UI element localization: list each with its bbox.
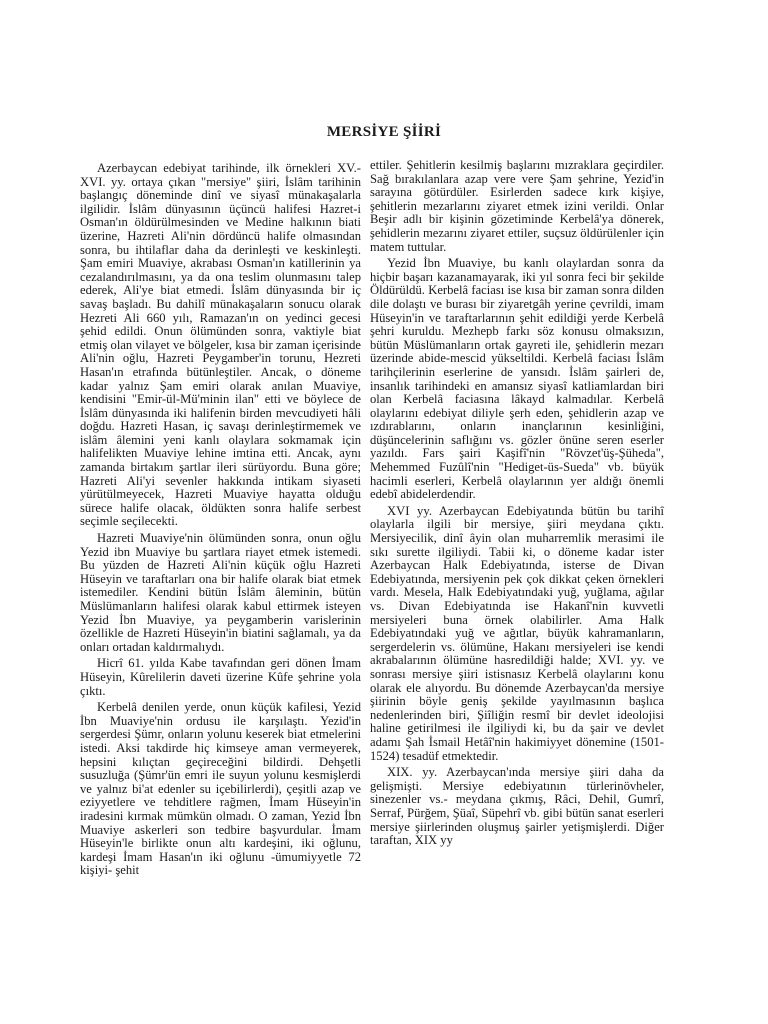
page-title: MERSİYE ŞİİRİ bbox=[326, 124, 442, 140]
paragraph: Hazreti Muaviye'nin ölümünden sonra, onun oğlu Yezid ibn Muaviye bu şartlara riayet etmek istemedi. Bu yüzden de Hazreti Ali'nin küçük oğlu Hazreti Hüseyin ve taraftarları ona bir halife olarak biat etmek istemediler. Kendini bütün İslâm âleminin, bütün Müslümanların halifesi olarak kabul ettirmek isteyen Yezid İbn Muaviye, ya peygamberin varislerinin özellikle de Hazreti Hüseyin'in biatini sağlamalı, ya da onları ortadan kaldırmalıydı. bbox=[80, 531, 361, 654]
paragraph: XIX. yy. Azerbaycan'ında mersiye şiiri daha da gelişmişti. Mersiye edebiyatının türlerinövheler, sinezenler vs.- meydana çıkmış, Râci, Dehil, Gumrî, Serraf, Pürğem, Şüaî, Süpehrî vb. gibi bütün sanat eserleri mersiye şiirlerinden oluşmuş şairler yetişmişlerdi. Diğer taraftan, XIX yy bbox=[370, 765, 664, 848]
paragraph: Yezid İbn Muaviye, bu kanlı olaylardan sonra da hiçbir başarı kazanamayarak, iki yıl sonra feci bir şekilde Öldürüldü. Kerbelâ faciası ise kısa bir zaman sonra dilden dile dolaştı ve burası bir ziyaretgâh yerine çevrildi, imam Hüseyin'in ve taraftarlarının şehit edildiği yerde Kerbelâ şehri kuruldu. Mezhepb farkı söz konusu olmaksızın, bütün Müslümanların ortak gayreti ile, şehidlerin mezarı üzerinde abide-mescid yükseltildi. Kerbelâ faciası İslâm tarihçilerinin eserlerine de yansıdı. İslâm şairleri de, insanlık tarihindeki en amansız siyasî katliamlardan biri olan Kerbelâ faciasına lâkayd kalmadılar. Kerbelâ olaylarını edebiyat diliyle şerh eden, şehidlerin azap ve ızdırablarını, onların inançlarının kesinliğini, düşüncelerinin saflığını vs. gözler önüne seren eserler yazıldı. Fars şairi Kaşifî'nin "Rövzet'üş-Şüheda", Mehemmed Fuzûlî'nin "Hediget-üs-Sueda" vb. büyük hacimli eserleri, Kerbelâ olaylarının yer aldığı önemli edebî abidelerdendir. bbox=[370, 256, 664, 502]
paragraph: Kerbelâ denilen yerde, onun küçük kafilesi, Yezid İbn Muaviye'nin ordusu ile karşılaştı. Yezid'in sergerdesi Şümr, onların yolunu keserek biat etmelerini istedi. Aksi takdirde hiç kimseye aman vermeyerek, hepsini kılıçtan geçireceğini bildirdi. Dehşetli susuzluğa (Şümr'ün emri ile suyun yolunu kesmişlerdi ve yalnız bi'at edenler su içebilirlerdi), çeşitli azap ve eziyyetlere ve tehditlere rağmen, İmam Hüseyin'in iradesini kırmak mümkün olmadı. O zaman, Yezid İbn Muaviye askerleri son tedbire başvurdular. İmam Hüseyin'le birlikte onun altı kardeşini, iki oğlunu, kardeşi İmam Hasan'ın iki oğlunu -ümumiyyetle 72 kişiyi- şehit bbox=[80, 700, 361, 878]
left-column bbox=[80, 162, 361, 878]
paragraph: ettiler. Şehitlerin kesilmiş başlarını mızraklara geçirdiler. Sağ bırakılanlara azap vere vere Şam şehrine, Yezid'in sarayına götürdüler. Esirlerden sadece kırk kişiye, şehitlerin mezarlarını ziyaret etmek izini verildi. Onlar Beşir adlı bir kişinin gözetiminde Kerbelâ'ya dönerek, şehidlerin mezarını ziyaret ettiler, suçsuz öldürülenler için matem tuttular. bbox=[370, 158, 664, 254]
paragraph: XVI yy. Azerbaycan Edebiyatında bütün bu tarihî olaylarla ilgili bir mersiye, şiiri meydana çıktı. Mersiyecilik, dinî âyin olan muharremlik merasimi ile sıkı surette ilgiliydi. Tabii ki, o döneme kadar ister Azerbaycan Halk Edebiyatında, isterse de Divan Edebiyatında, mersiyenin pek çok dikkat çeken örnekleri vardı. Mesela, Halk Edebiyatındaki yuğ, yuğlama, ağılar vs. Divan Edebiyatında ise Hakanî'nin kuvvetli mersiyeleri buna örnek olabilirler. Ama Halk Edebiyatındaki yuğ ve ağıtlar, büyük kahramanların, sergerdelerin vs. ölümüne, Hakanı mersiyeleri ise kendi akrabalarının ölümüne hasredildiği halde; XVI. yy. ve sonrası mersiye şiiri istisnasız Kerbelâ olaylarını konu olarak ele alıyordu. Bu dönemde Azerbaycan'da mersiye şiirinin böyle geniş şekilde yayılmasının başlıca nedenlerinden biri, Şiîliğin resmî bir devlet ideolojisi haline getirilmesi ile ilgiliydi ki, bu da şair ve devlet adamı Şah İsmail Hetâî'nin hakimiyyet dönemine (1501-1524) tesadüf etmektedir. bbox=[370, 503, 664, 763]
paragraph: Azerbaycan edebiyat tarihinde, ilk örnekleri XV.-XVI. yy. ortaya çıkan "mersiye" şiiri, İslâm tarihinin başlangıç döneminde dinî ve siyasî münakaşalarla ilgilidir. İslâm dünyasının üçüncü halifesi Hazret-i Osman'ın öldürülmesinden ve Medine halkının biati üzerine, Hazreti Ali'nin dördüncü halife olmasından sonra, bu ihtilaflar daha da derinleşti ve keskinleşti. Şam emiri Muaviye, akrabası Osman'ın katillerinin ya cezalandırılmasını, ya da ona teslim olunmasını talep ederek, Ali'ye biat etmedi. İslâm dünyasında bir iç savaş başladı. Bu dahilî münakaşaların sonucu olarak Hezreti Ali 660 yılı, Ramazan'ın on yedinci gecesi şehid edildi. Onun ölümünden sonra, vaktiyle biat etmiş olan vilayet ve bölgeler, kısa bir zaman içerisinde Ali'nin oğlu, Hazreti Peygamber'in torunu, Hezreti Hasan'ın etrafında bütünleştiler. Ancak, o döneme kadar yalnız Şam emiri olarak anılan Muaviye, kendisini "Emir-ül-Mü'minin ilan" etti ve böylece de İslâm dünyasında iki halifenin birden mevcudiyeti hâli doğdu. Hazreti Hasan, iç savaşı derinleştirmemek ve islâm âlemini yeni kanlı olaylara sokmamak için halifelikten Muaviye lehine imtina etti. Ancak, aynı zamanda birtakım şartlar ileri sürüyordu. Buna göre; Hazreti Ali'yi sevenler hakkında intikam siyaseti yürütülmeyecek, Hazreti Muaviye hayatta olduğu sürece halife olacak, öldükten sonra halife serbest seçimle seçilecekti. bbox=[80, 161, 361, 529]
right-column bbox=[370, 159, 664, 848]
paragraph: Hicrî 61. yılda Kabe tavafından geri dönen İmam Hüseyin, Kûrelilerin daveti üzerine Kûfe şehrine yola çıktı. bbox=[80, 656, 361, 698]
